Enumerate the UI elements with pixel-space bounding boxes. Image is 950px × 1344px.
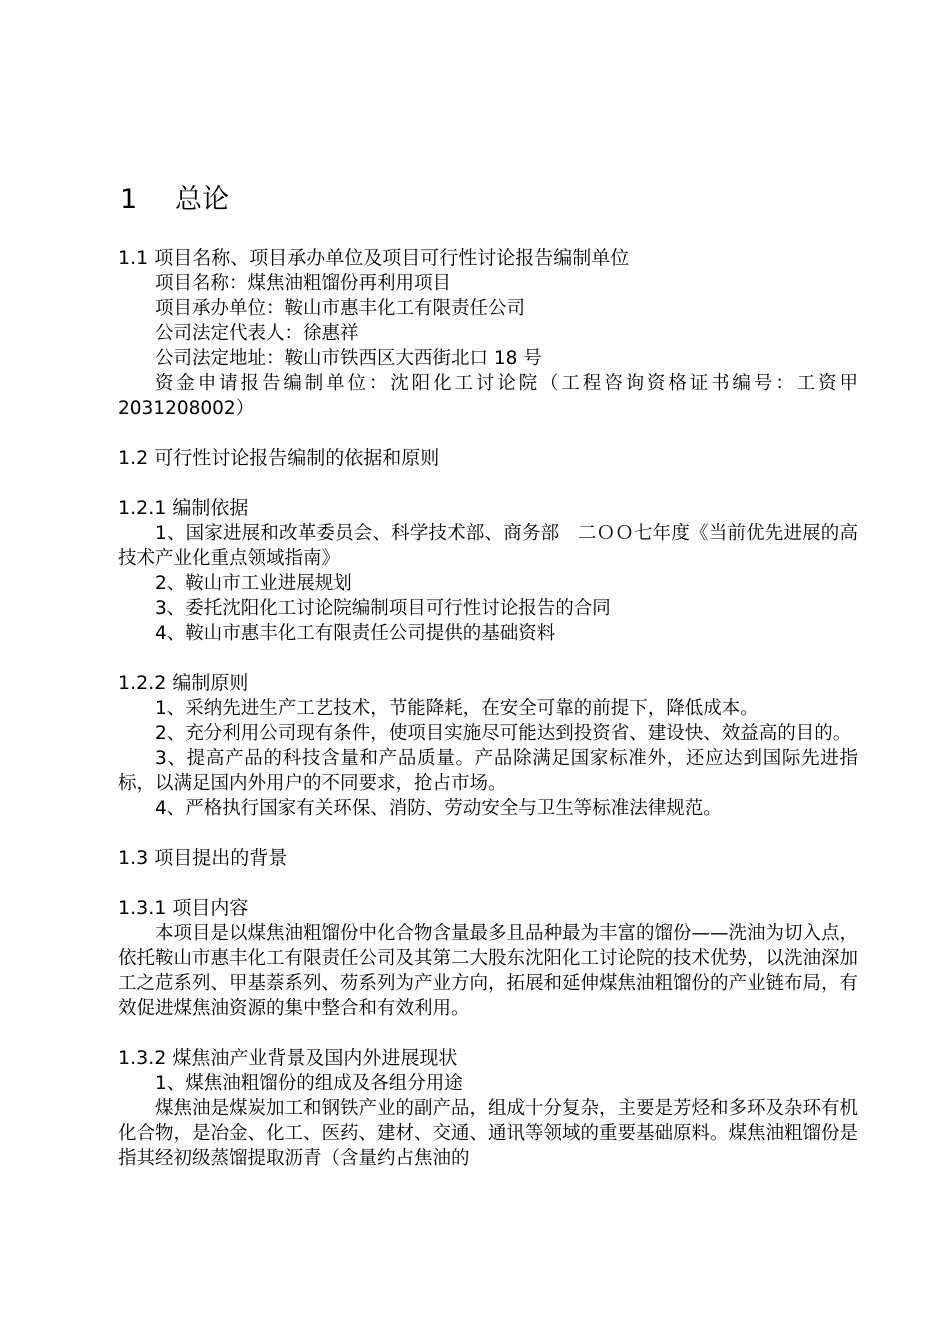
project-sponsor-line: 项目承办单位：鞍山市惠丰化工有限责任公司 bbox=[155, 298, 526, 319]
section-heading-1-2-1: 1.2.1 编制依据 bbox=[118, 497, 249, 519]
basis-item-1: 1、国家进展和改革委员会、科学技术部、商务部 二ＯＯ七年度《当前优先进展的高技术产业化重点领域指南》 bbox=[118, 523, 858, 569]
principle-item-1: 1、采纳先进生产工艺技术，节能降耗，在安全可靠的前提下，降低成本。 bbox=[155, 698, 759, 719]
legal-address-line: 公司法定地址：鞍山市铁西区大西街北口 18 号 bbox=[155, 348, 542, 369]
section-heading-1-1: 1.1 项目名称、项目承办单位及项目可行性讨论报告编制单位 bbox=[118, 247, 630, 269]
principle-item-2: 2、充分利用公司现有条件，使项目实施尽可能达到投资省、建设快、效益高的目的。 bbox=[155, 723, 852, 744]
document-body bbox=[118, 246, 858, 1171]
basis-item-3: 3、委托沈阳化工讨论院编制项目可行性讨论报告的合同 bbox=[155, 598, 611, 619]
report-compiler-line: 资金申请报告编制单位：沈阳化工讨论院（工程咨询资格证书编号：工资甲 2031208002） bbox=[118, 373, 858, 419]
coal-tar-subitem: 1、煤焦油粗馏份的组成及各组分用途 bbox=[155, 1073, 463, 1094]
section-heading-1-2-2: 1.2.2 编制原则 bbox=[118, 672, 249, 694]
project-content-paragraph: 本项目是以煤焦油粗馏份中化合物含量最多且品种最为丰富的馏份——洗油为切入点，依托鞍山市惠丰化工有限责任公司及其第二大股东沈阳化工讨论院的技术优势，以洗油深加工之苊系列、甲基萘系列、芴系列为产业方向，拓展和延伸煤焦油粗馏份的产业链布局，有效促进煤焦油资源的集中整合和有效利用。 bbox=[118, 923, 859, 1019]
section-heading-1-2: 1.2 可行性讨论报告编制的依据和原则 bbox=[118, 447, 440, 469]
legal-representative-line: 公司法定代表人：徐惠祥 bbox=[155, 323, 359, 344]
chapter-number: 1 bbox=[120, 184, 138, 215]
project-name-line: 项目名称：煤焦油粗馏份再利用项目 bbox=[155, 273, 452, 294]
chapter-title-text: 总论 bbox=[175, 184, 229, 215]
section-heading-1-3-1: 1.3.1 项目内容 bbox=[118, 897, 249, 919]
basis-item-4: 4、鞍山市惠丰化工有限责任公司提供的基础资料 bbox=[155, 623, 556, 644]
principle-item-4: 4、严格执行国家有关环保、消防、劳动安全与卫生等标准法律规范。 bbox=[155, 798, 722, 819]
section-heading-1-3: 1.3 项目提出的背景 bbox=[118, 847, 288, 869]
principle-item-3: 3、提高产品的科技含量和产品质量。产品除满足国家标准外，还应达到国际先进指标，以满足国内外用户的不同要求，抢占市场。 bbox=[118, 748, 858, 794]
section-heading-1-3-2: 1.3.2 煤焦油产业背景及国内外进展现状 bbox=[118, 1047, 458, 1069]
chapter-title bbox=[120, 180, 229, 220]
coal-tar-paragraph: 煤焦油是煤炭加工和钢铁产业的副产品，组成十分复杂，主要是芳烃和多环及杂环有机化合物，是冶金、化工、医药、建材、交通、通讯等领域的重要基础原料。煤焦油粗馏份是指其经初级蒸馏提取沥青（含量约占焦油的 bbox=[118, 1098, 859, 1169]
basis-item-2: 2、鞍山市工业进展规划 bbox=[155, 573, 352, 594]
